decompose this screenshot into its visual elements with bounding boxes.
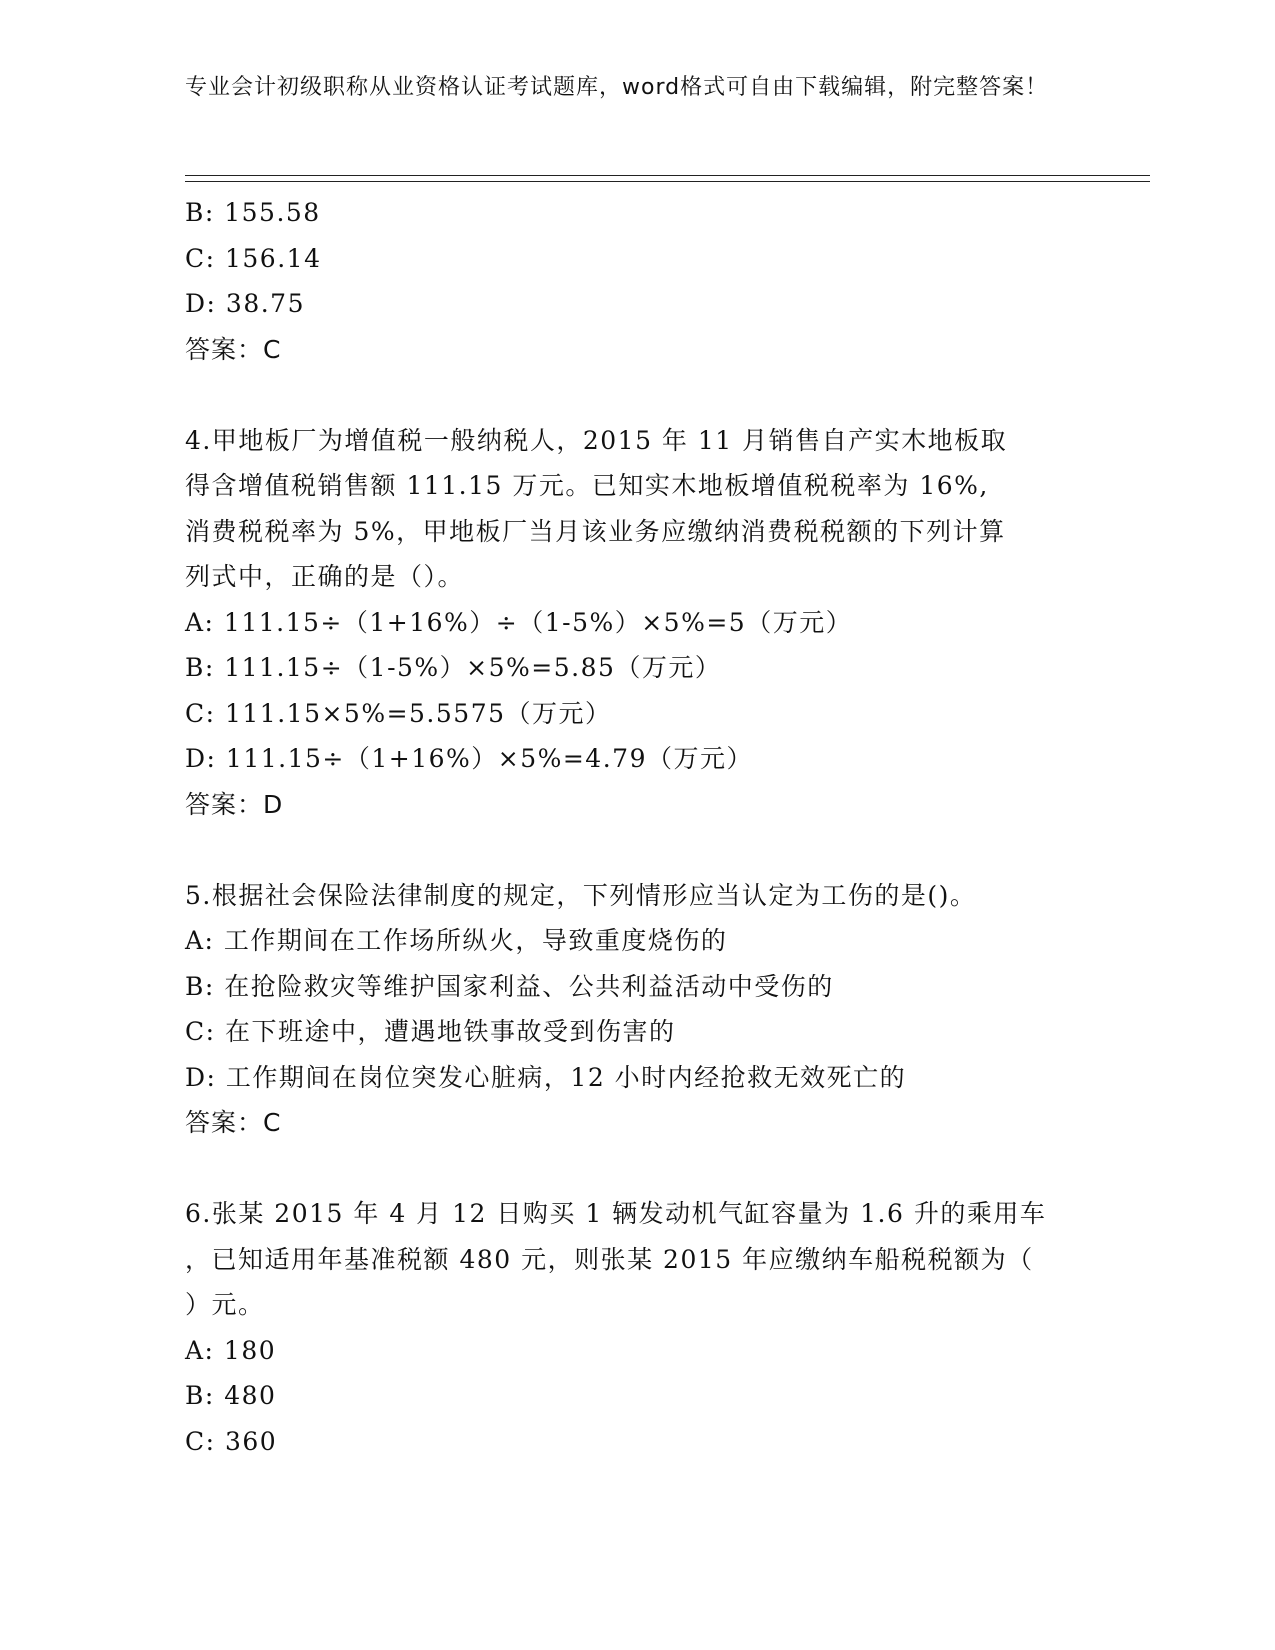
question-block xyxy=(185,1191,1085,1464)
option-c: C: 156.14 xyxy=(185,243,322,273)
question-text-line: 列式中，正确的是（）。 xyxy=(185,562,465,591)
question-list xyxy=(185,190,1085,1464)
option-a: A: 111.15÷（1+16%）÷（1-5%）×5%=5（万元） xyxy=(185,607,853,637)
question-block xyxy=(185,190,1085,372)
option-a: A: 180 xyxy=(185,1335,277,1365)
question-text-line: 5.根据社会保险法律制度的规定，下列情形应当认定为工伤的是()。 xyxy=(185,880,977,910)
option-b: B: 155.58 xyxy=(185,198,321,227)
option-c: C: 360 xyxy=(185,1426,278,1456)
question-text-line: 消费税税率为 5%，甲地板厂当月该业务应缴纳消费税税额的下列计算 xyxy=(185,516,1006,546)
question-block xyxy=(185,873,1085,1146)
option-d: D: 38.75 xyxy=(185,289,305,318)
option-c: C: 111.15×5%=5.5575（万元） xyxy=(185,698,612,728)
question-text-line: ，已知适用年基准税额 480 元，则张某 2015 年应缴纳车船税税额为（ xyxy=(185,1244,1034,1274)
option-d: D: 工作期间在岗位突发心脏病，12 小时内经抢救无效死亡的 xyxy=(185,1062,907,1092)
answer-line: 答案：D xyxy=(185,789,284,819)
answer-line: 答案：C xyxy=(185,1108,282,1137)
option-d: D: 111.15÷（1+16%）×5%=4.79（万元） xyxy=(185,744,753,773)
question-text-line: 得含增值税销售额 111.15 万元。已知实木地板增值税税率为 16%, xyxy=(185,471,989,500)
header-divider-top xyxy=(185,175,1150,176)
page-header: 专业会计初级职称从业资格认证考试题库，word格式可自由下载编辑，附完整答案！ xyxy=(185,75,1049,100)
question-text-line: ）元。 xyxy=(185,1290,265,1319)
option-b: B: 在抢险救灾等维护国家利益、公共利益活动中受伤的 xyxy=(185,971,834,1001)
option-c: C: 在下班途中，遭遇地铁事故受到伤害的 xyxy=(185,1017,676,1046)
option-a: A: 工作期间在工作场所纵火，导致重度烧伤的 xyxy=(185,926,728,955)
option-b: B: 111.15÷（1-5%）×5%=5.85（万元） xyxy=(185,653,722,682)
answer-line: 答案：C xyxy=(185,334,282,364)
question-block xyxy=(185,418,1085,828)
question-text-line: 4.甲地板厂为增值税一般纳税人，2015 年 11 月销售自产实木地板取 xyxy=(185,425,1008,455)
header-divider-bottom xyxy=(185,181,1150,182)
option-b: B: 480 xyxy=(185,1381,277,1410)
question-text-line: 6.张某 2015 年 4 月 12 日购买 1 辆发动机气缸容量为 1.6 升的乘用车 xyxy=(185,1199,1047,1228)
